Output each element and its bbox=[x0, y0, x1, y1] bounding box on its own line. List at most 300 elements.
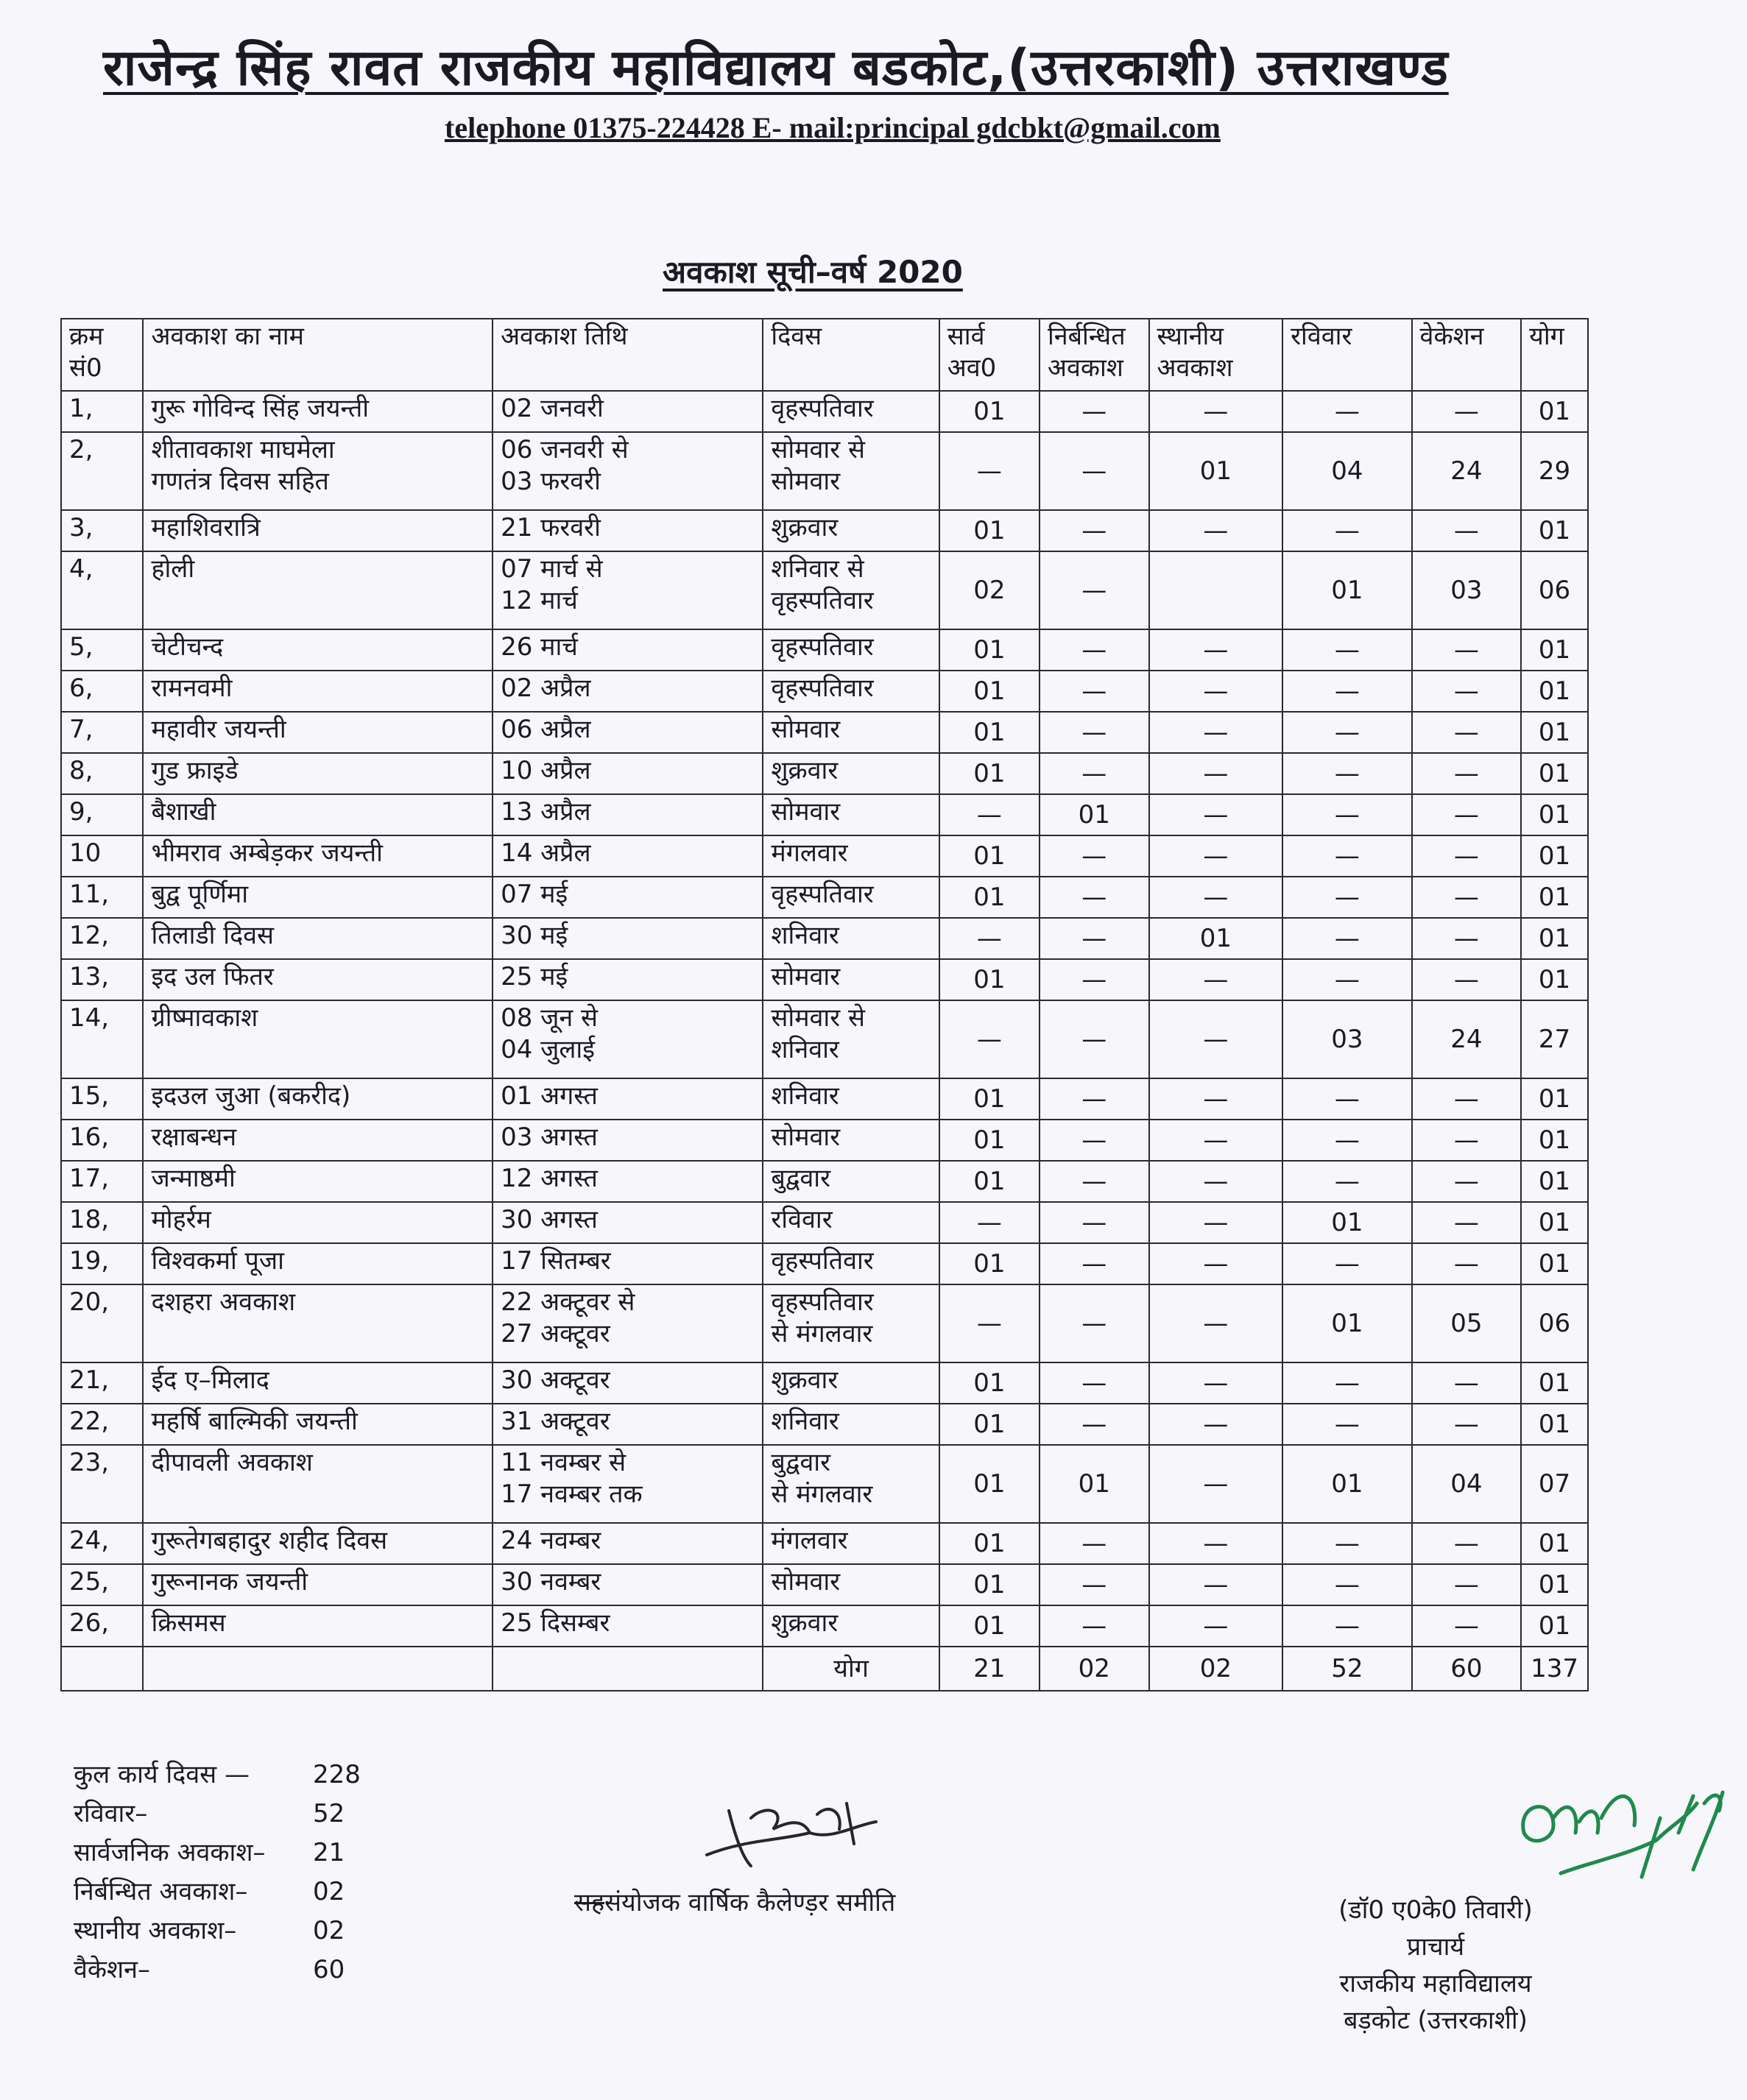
day-line: शुक्रवार bbox=[771, 513, 839, 542]
name-line: दशहरा अवकाश bbox=[151, 1287, 296, 1317]
coordinator-signature bbox=[699, 1789, 891, 1877]
column-header: अवकाश का नाम bbox=[143, 319, 493, 391]
restricted-cell: — bbox=[1040, 1000, 1149, 1078]
vacation-cell: — bbox=[1412, 1362, 1522, 1404]
table-row bbox=[61, 1605, 1588, 1647]
day-cell bbox=[763, 1445, 939, 1523]
table-row bbox=[61, 1564, 1588, 1605]
name-cell bbox=[143, 753, 493, 794]
date-cell bbox=[493, 1605, 763, 1647]
name-cell bbox=[143, 671, 493, 712]
total-cell: 06 bbox=[1521, 551, 1588, 629]
public-cell: 01 bbox=[939, 671, 1040, 712]
name-line: महावीर जयन्ती bbox=[151, 715, 286, 744]
summary-value: 60 bbox=[313, 1955, 345, 1984]
date-cell bbox=[493, 629, 763, 671]
day-line: शनिवार से bbox=[771, 554, 864, 584]
public-cell: — bbox=[939, 794, 1040, 835]
restricted-cell: — bbox=[1040, 629, 1149, 671]
date-line: 02 जनवरी bbox=[501, 394, 604, 423]
summary-value: 228 bbox=[313, 1760, 361, 1789]
day-cell bbox=[763, 1078, 939, 1120]
day-line: शनिवार bbox=[771, 1034, 839, 1064]
vacation-cell: — bbox=[1412, 877, 1522, 918]
day-cell bbox=[763, 1523, 939, 1564]
table-row bbox=[61, 671, 1588, 712]
total-cell: 01 bbox=[1521, 753, 1588, 794]
sunday-cell: — bbox=[1282, 1161, 1411, 1202]
local-cell: — bbox=[1149, 959, 1283, 1000]
day-cell bbox=[763, 629, 939, 671]
principal-block bbox=[1303, 1892, 1568, 2039]
sunday-cell: — bbox=[1282, 877, 1411, 918]
date-cell bbox=[493, 794, 763, 835]
name-cell bbox=[143, 1120, 493, 1161]
total-cell: 06 bbox=[1521, 1284, 1588, 1362]
summary-value: 02 bbox=[313, 1877, 345, 1906]
vacation-cell: — bbox=[1412, 1202, 1522, 1243]
total-cell: 01 bbox=[1521, 1078, 1588, 1120]
date-cell bbox=[493, 1120, 763, 1161]
local-cell: — bbox=[1149, 1078, 1283, 1120]
name-cell bbox=[143, 835, 493, 877]
local-cell: — bbox=[1149, 1362, 1283, 1404]
name-line: विश्वकर्मा पूजा bbox=[151, 1246, 284, 1276]
day-line: सोमवार से bbox=[771, 1003, 865, 1033]
summary-value: 02 bbox=[313, 1916, 345, 1945]
restricted-cell: — bbox=[1040, 918, 1149, 959]
public-cell: 01 bbox=[939, 1564, 1040, 1605]
sunday-cell: — bbox=[1282, 1362, 1411, 1404]
local-cell: — bbox=[1149, 1161, 1283, 1202]
date-line: 21 फरवरी bbox=[501, 513, 601, 542]
date-line: 06 जनवरी से bbox=[501, 435, 629, 464]
date-cell bbox=[493, 959, 763, 1000]
principal-name: (डॉ0 ए0के0 तिवारी) bbox=[1338, 1895, 1533, 1925]
total-cell: 01 bbox=[1521, 1523, 1588, 1564]
restricted-cell: — bbox=[1040, 959, 1149, 1000]
vacation-cell: — bbox=[1412, 629, 1522, 671]
serial-cell: 25, bbox=[61, 1564, 143, 1605]
vacation-cell: — bbox=[1412, 835, 1522, 877]
date-cell bbox=[493, 877, 763, 918]
date-cell bbox=[493, 1523, 763, 1564]
table-row bbox=[61, 432, 1588, 510]
date-line: 07 मार्च से bbox=[501, 554, 603, 584]
local-cell bbox=[1149, 551, 1283, 629]
sunday-cell: — bbox=[1282, 671, 1411, 712]
name-cell bbox=[143, 1523, 493, 1564]
column-header: दिवस bbox=[763, 319, 939, 391]
day-line: शनिवार bbox=[771, 921, 839, 950]
name-cell bbox=[143, 1078, 493, 1120]
vacation-cell: 24 bbox=[1412, 1000, 1522, 1078]
name-cell bbox=[143, 510, 493, 551]
date-line: 13 अप्रैल bbox=[501, 797, 591, 827]
sunday-cell: 03 bbox=[1282, 1000, 1411, 1078]
total-cell: 01 bbox=[1521, 1243, 1588, 1284]
public-cell: 01 bbox=[939, 391, 1040, 432]
local-cell: — bbox=[1149, 1000, 1283, 1078]
restricted-cell: — bbox=[1040, 753, 1149, 794]
day-line: वृहस्पतिवार bbox=[771, 880, 874, 909]
name-cell bbox=[143, 959, 493, 1000]
public-cell: — bbox=[939, 1202, 1040, 1243]
public-cell: 01 bbox=[939, 835, 1040, 877]
table-row bbox=[61, 1243, 1588, 1284]
vacation-cell: — bbox=[1412, 753, 1522, 794]
day-cell bbox=[763, 1564, 939, 1605]
date-line: 03 अगस्त bbox=[501, 1123, 598, 1152]
restricted-cell: 01 bbox=[1040, 794, 1149, 835]
restricted-cell: 01 bbox=[1040, 1445, 1149, 1523]
sunday-cell: — bbox=[1282, 1605, 1411, 1647]
table-row bbox=[61, 794, 1588, 835]
serial-cell: 12, bbox=[61, 918, 143, 959]
empty-cell bbox=[493, 1647, 763, 1691]
public-cell: 01 bbox=[939, 753, 1040, 794]
vacation-cell: 05 bbox=[1412, 1284, 1522, 1362]
summary-block bbox=[74, 1756, 368, 1990]
local-cell: — bbox=[1149, 510, 1283, 551]
name-line: बुद्व पूर्णिमा bbox=[151, 880, 249, 909]
public-cell: 01 bbox=[939, 1243, 1040, 1284]
vacation-cell: — bbox=[1412, 1404, 1522, 1445]
empty-cell bbox=[143, 1647, 493, 1691]
restricted-cell: — bbox=[1040, 712, 1149, 753]
restricted-cell: — bbox=[1040, 1243, 1149, 1284]
public-cell: 01 bbox=[939, 1445, 1040, 1523]
principal-college: राजकीय महाविद्यालय bbox=[1339, 1969, 1532, 1998]
restricted-cell: — bbox=[1040, 671, 1149, 712]
day-line: शनिवार bbox=[771, 1407, 839, 1436]
table-row bbox=[61, 835, 1588, 877]
sunday-cell: 01 bbox=[1282, 551, 1411, 629]
table-row bbox=[61, 918, 1588, 959]
day-line: मंगलवार bbox=[771, 838, 848, 868]
name-line: इद उल फितर bbox=[151, 962, 274, 991]
table-row bbox=[61, 629, 1588, 671]
day-cell bbox=[763, 391, 939, 432]
summary-row bbox=[74, 1756, 368, 1795]
vacation-cell: — bbox=[1412, 1120, 1522, 1161]
day-cell bbox=[763, 918, 939, 959]
day-line: शुक्रवार bbox=[771, 756, 839, 785]
name-cell bbox=[143, 1202, 493, 1243]
date-cell bbox=[493, 551, 763, 629]
table-header bbox=[61, 319, 1588, 391]
restricted-cell: — bbox=[1040, 1362, 1149, 1404]
date-line: 01 अगस्त bbox=[501, 1081, 598, 1111]
summary-label: वैकेशन– bbox=[74, 1955, 151, 1984]
day-cell bbox=[763, 712, 939, 753]
name-cell bbox=[143, 432, 493, 510]
total-cell: 29 bbox=[1521, 432, 1588, 510]
table-row bbox=[61, 1120, 1588, 1161]
name-line: गुड फ्राइडे bbox=[151, 756, 239, 785]
table-row bbox=[61, 1523, 1588, 1564]
serial-cell: 1, bbox=[61, 391, 143, 432]
date-cell bbox=[493, 1243, 763, 1284]
date-cell bbox=[493, 1078, 763, 1120]
sunday-cell: 01 bbox=[1282, 1284, 1411, 1362]
vacation-cell: — bbox=[1412, 959, 1522, 1000]
total-cell: 01 bbox=[1521, 1404, 1588, 1445]
document-title: अवकाश सूची–वर्ष 2020 bbox=[663, 254, 963, 290]
name-cell bbox=[143, 1243, 493, 1284]
vacation-cell: — bbox=[1412, 794, 1522, 835]
day-line: मंगलवार bbox=[771, 1526, 848, 1555]
day-line: सोमवार से bbox=[771, 435, 865, 464]
column-header: योग bbox=[1521, 319, 1588, 391]
restricted-cell: — bbox=[1040, 551, 1149, 629]
name-line: तिलाडी दिवस bbox=[151, 921, 275, 950]
contact-line: telephone 01375-224428 E- mail:principal gdcbkt@gmail.com bbox=[445, 111, 1221, 144]
day-line: सोमवार bbox=[771, 715, 841, 744]
name-line: महर्षि बाल्मिकी जयन्ती bbox=[151, 1407, 358, 1436]
date-line: 31 अक्टूवर bbox=[501, 1407, 610, 1436]
sunday-cell: — bbox=[1282, 794, 1411, 835]
summary-label: निर्बन्धित अवकाश– bbox=[74, 1877, 248, 1906]
serial-cell: 13, bbox=[61, 959, 143, 1000]
date-cell bbox=[493, 918, 763, 959]
serial-cell: 11, bbox=[61, 877, 143, 918]
summary-label: कुल कार्य दिवस — bbox=[74, 1760, 250, 1789]
summary-row bbox=[74, 1834, 368, 1873]
restricted-cell: — bbox=[1040, 1284, 1149, 1362]
local-cell: — bbox=[1149, 1243, 1283, 1284]
vacation-cell: 03 bbox=[1412, 551, 1522, 629]
name-cell bbox=[143, 391, 493, 432]
serial-cell: 2, bbox=[61, 432, 143, 510]
day-cell bbox=[763, 1000, 939, 1078]
total-cell: 01 bbox=[1521, 391, 1588, 432]
day-cell bbox=[763, 877, 939, 918]
date-cell bbox=[493, 671, 763, 712]
local-cell: — bbox=[1149, 1523, 1283, 1564]
public-cell: 01 bbox=[939, 1523, 1040, 1564]
vacation-cell: 04 bbox=[1412, 1445, 1522, 1523]
name-line: चेटीचन्द bbox=[151, 632, 224, 662]
name-line: गणतंत्र दिवस सहित bbox=[151, 466, 329, 496]
name-cell bbox=[143, 629, 493, 671]
day-line: वृहस्पतिवार bbox=[771, 1287, 874, 1317]
name-cell bbox=[143, 1404, 493, 1445]
table-row bbox=[61, 1161, 1588, 1202]
name-cell bbox=[143, 1564, 493, 1605]
date-cell bbox=[493, 1000, 763, 1078]
restricted-cell: — bbox=[1040, 391, 1149, 432]
name-cell bbox=[143, 1000, 493, 1078]
college-name: राजेन्द्र सिंह रावत राजकीय महाविद्यालय बडकोट,(उत्तरकाशी) उत्तराखण्ड bbox=[103, 39, 1449, 97]
date-line: 17 नवम्बर तक bbox=[501, 1479, 643, 1509]
total-cell: 01 bbox=[1521, 712, 1588, 753]
total-cell: 01 bbox=[1521, 877, 1588, 918]
day-line: शुक्रवार bbox=[771, 1365, 839, 1395]
day-line: सोमवार bbox=[771, 797, 841, 827]
table-row bbox=[61, 551, 1588, 629]
name-line: शीतावकाश माघमेला bbox=[151, 435, 335, 464]
name-line: ईद ए–मिलाद bbox=[151, 1365, 269, 1395]
sunday-cell: — bbox=[1282, 959, 1411, 1000]
day-line: वृहस्पतिवार bbox=[771, 394, 874, 423]
date-line: 12 मार्च bbox=[501, 585, 578, 615]
summary-row bbox=[74, 1912, 368, 1951]
local-cell: — bbox=[1149, 835, 1283, 877]
date-line: 24 नवम्बर bbox=[501, 1526, 601, 1555]
local-cell: — bbox=[1149, 671, 1283, 712]
serial-cell: 16, bbox=[61, 1120, 143, 1161]
local-cell: — bbox=[1149, 1202, 1283, 1243]
summary-label: स्थानीय अवकाश– bbox=[74, 1916, 237, 1945]
sunday-cell: — bbox=[1282, 1120, 1411, 1161]
date-line: 26 मार्च bbox=[501, 632, 578, 662]
name-cell bbox=[143, 1362, 493, 1404]
public-cell: 01 bbox=[939, 510, 1040, 551]
total-cell: 01 bbox=[1521, 835, 1588, 877]
vacation-cell: — bbox=[1412, 1523, 1522, 1564]
sunday-cell: — bbox=[1282, 1523, 1411, 1564]
holiday-table bbox=[60, 318, 1589, 1691]
sunday-cell: 01 bbox=[1282, 1202, 1411, 1243]
date-cell bbox=[493, 1202, 763, 1243]
name-line: रामनवमी bbox=[151, 674, 233, 703]
day-line: शनिवार bbox=[771, 1081, 839, 1111]
date-cell bbox=[493, 391, 763, 432]
serial-cell: 6, bbox=[61, 671, 143, 712]
local-cell: — bbox=[1149, 753, 1283, 794]
vacation-cell: — bbox=[1412, 1161, 1522, 1202]
summary-label: सार्वजनिक अवकाश– bbox=[74, 1838, 266, 1867]
day-cell bbox=[763, 1161, 939, 1202]
day-cell bbox=[763, 671, 939, 712]
name-cell bbox=[143, 794, 493, 835]
day-line: वृहस्पतिवार bbox=[771, 585, 874, 615]
total-cell: 07 bbox=[1521, 1445, 1588, 1523]
date-line: 02 अप्रैल bbox=[501, 674, 591, 703]
public-cell: — bbox=[939, 432, 1040, 510]
name-cell bbox=[143, 1284, 493, 1362]
name-cell bbox=[143, 712, 493, 753]
total-cell: 01 bbox=[1521, 629, 1588, 671]
serial-cell: 24, bbox=[61, 1523, 143, 1564]
total-cell: 01 bbox=[1521, 959, 1588, 1000]
sunday-cell: — bbox=[1282, 1404, 1411, 1445]
restricted-cell: — bbox=[1040, 1078, 1149, 1120]
name-cell bbox=[143, 1605, 493, 1647]
column-header: क्रम सं0 bbox=[61, 319, 143, 391]
restricted-cell: — bbox=[1040, 1202, 1149, 1243]
sunday-cell: — bbox=[1282, 712, 1411, 753]
day-cell bbox=[763, 1120, 939, 1161]
date-line: 22 अक्टूवर से bbox=[501, 1287, 635, 1317]
total-cell: 01 bbox=[1521, 1564, 1588, 1605]
serial-cell: 4, bbox=[61, 551, 143, 629]
total-cell: 01 bbox=[1521, 1161, 1588, 1202]
local-cell: — bbox=[1149, 1564, 1283, 1605]
date-line: 25 मई bbox=[501, 962, 568, 991]
table-row bbox=[61, 877, 1588, 918]
local-cell: — bbox=[1149, 1445, 1283, 1523]
total-cell: 01 bbox=[1521, 510, 1588, 551]
date-cell bbox=[493, 1284, 763, 1362]
total-vacation: 60 bbox=[1412, 1647, 1522, 1691]
serial-cell: 3, bbox=[61, 510, 143, 551]
column-header: रविवार bbox=[1282, 319, 1411, 391]
table-row bbox=[61, 1000, 1588, 1078]
serial-cell: 17, bbox=[61, 1161, 143, 1202]
total-cell: 01 bbox=[1521, 1202, 1588, 1243]
committee-caption bbox=[574, 1884, 895, 1918]
serial-cell: 20, bbox=[61, 1284, 143, 1362]
summary-row bbox=[74, 1951, 368, 1990]
summary-row bbox=[74, 1795, 368, 1834]
table-row bbox=[61, 1284, 1588, 1362]
serial-cell: 14, bbox=[61, 1000, 143, 1078]
date-line: 11 नवम्बर से bbox=[501, 1448, 627, 1477]
serial-cell: 5, bbox=[61, 629, 143, 671]
total-cell: 01 bbox=[1521, 918, 1588, 959]
total-sunday: 52 bbox=[1282, 1647, 1411, 1691]
vacation-cell: — bbox=[1412, 712, 1522, 753]
date-line: 08 जून से bbox=[501, 1003, 599, 1033]
public-cell: 01 bbox=[939, 1078, 1040, 1120]
summary-label: रविवार– bbox=[74, 1799, 148, 1828]
column-header: वेकेशन bbox=[1412, 319, 1522, 391]
day-line: बुद्ववार bbox=[771, 1164, 830, 1193]
day-line: वृहस्पतिवार bbox=[771, 674, 874, 703]
table-row bbox=[61, 753, 1588, 794]
public-cell: 01 bbox=[939, 1404, 1040, 1445]
local-cell: — bbox=[1149, 629, 1283, 671]
column-header: निर्बन्धित अवकाश bbox=[1040, 319, 1149, 391]
day-line: सोमवार bbox=[771, 1123, 841, 1152]
date-line: 14 अप्रैल bbox=[501, 838, 591, 868]
totals-label: योग bbox=[763, 1647, 939, 1691]
name-line: गुरू गोविन्द सिंह जयन्ती bbox=[151, 394, 370, 423]
restricted-cell: — bbox=[1040, 1404, 1149, 1445]
date-line: 30 मई bbox=[501, 921, 568, 950]
column-header: स्थानीय अवकाश bbox=[1149, 319, 1283, 391]
sunday-cell: — bbox=[1282, 835, 1411, 877]
day-cell bbox=[763, 959, 939, 1000]
struck-prefix: सह bbox=[574, 1888, 605, 1917]
empty-cell bbox=[61, 1647, 143, 1691]
public-cell: 01 bbox=[939, 959, 1040, 1000]
sunday-cell: — bbox=[1282, 629, 1411, 671]
vacation-cell: — bbox=[1412, 1564, 1522, 1605]
serial-cell: 15, bbox=[61, 1078, 143, 1120]
public-cell: 01 bbox=[939, 712, 1040, 753]
local-cell: — bbox=[1149, 1605, 1283, 1647]
vacation-cell: — bbox=[1412, 671, 1522, 712]
day-cell bbox=[763, 1404, 939, 1445]
name-cell bbox=[143, 918, 493, 959]
day-cell bbox=[763, 835, 939, 877]
date-line: 03 फरवरी bbox=[501, 466, 601, 496]
serial-cell: 23, bbox=[61, 1445, 143, 1523]
vacation-cell: 24 bbox=[1412, 432, 1522, 510]
sunday-cell: 01 bbox=[1282, 1445, 1411, 1523]
date-cell bbox=[493, 510, 763, 551]
local-cell: — bbox=[1149, 1404, 1283, 1445]
public-cell: — bbox=[939, 1284, 1040, 1362]
public-cell: 01 bbox=[939, 1362, 1040, 1404]
date-line: 30 नवम्बर bbox=[501, 1567, 601, 1597]
name-line: भीमराव अम्बेड़कर जयन्ती bbox=[151, 838, 383, 868]
totals-row bbox=[61, 1647, 1588, 1691]
date-cell bbox=[493, 712, 763, 753]
